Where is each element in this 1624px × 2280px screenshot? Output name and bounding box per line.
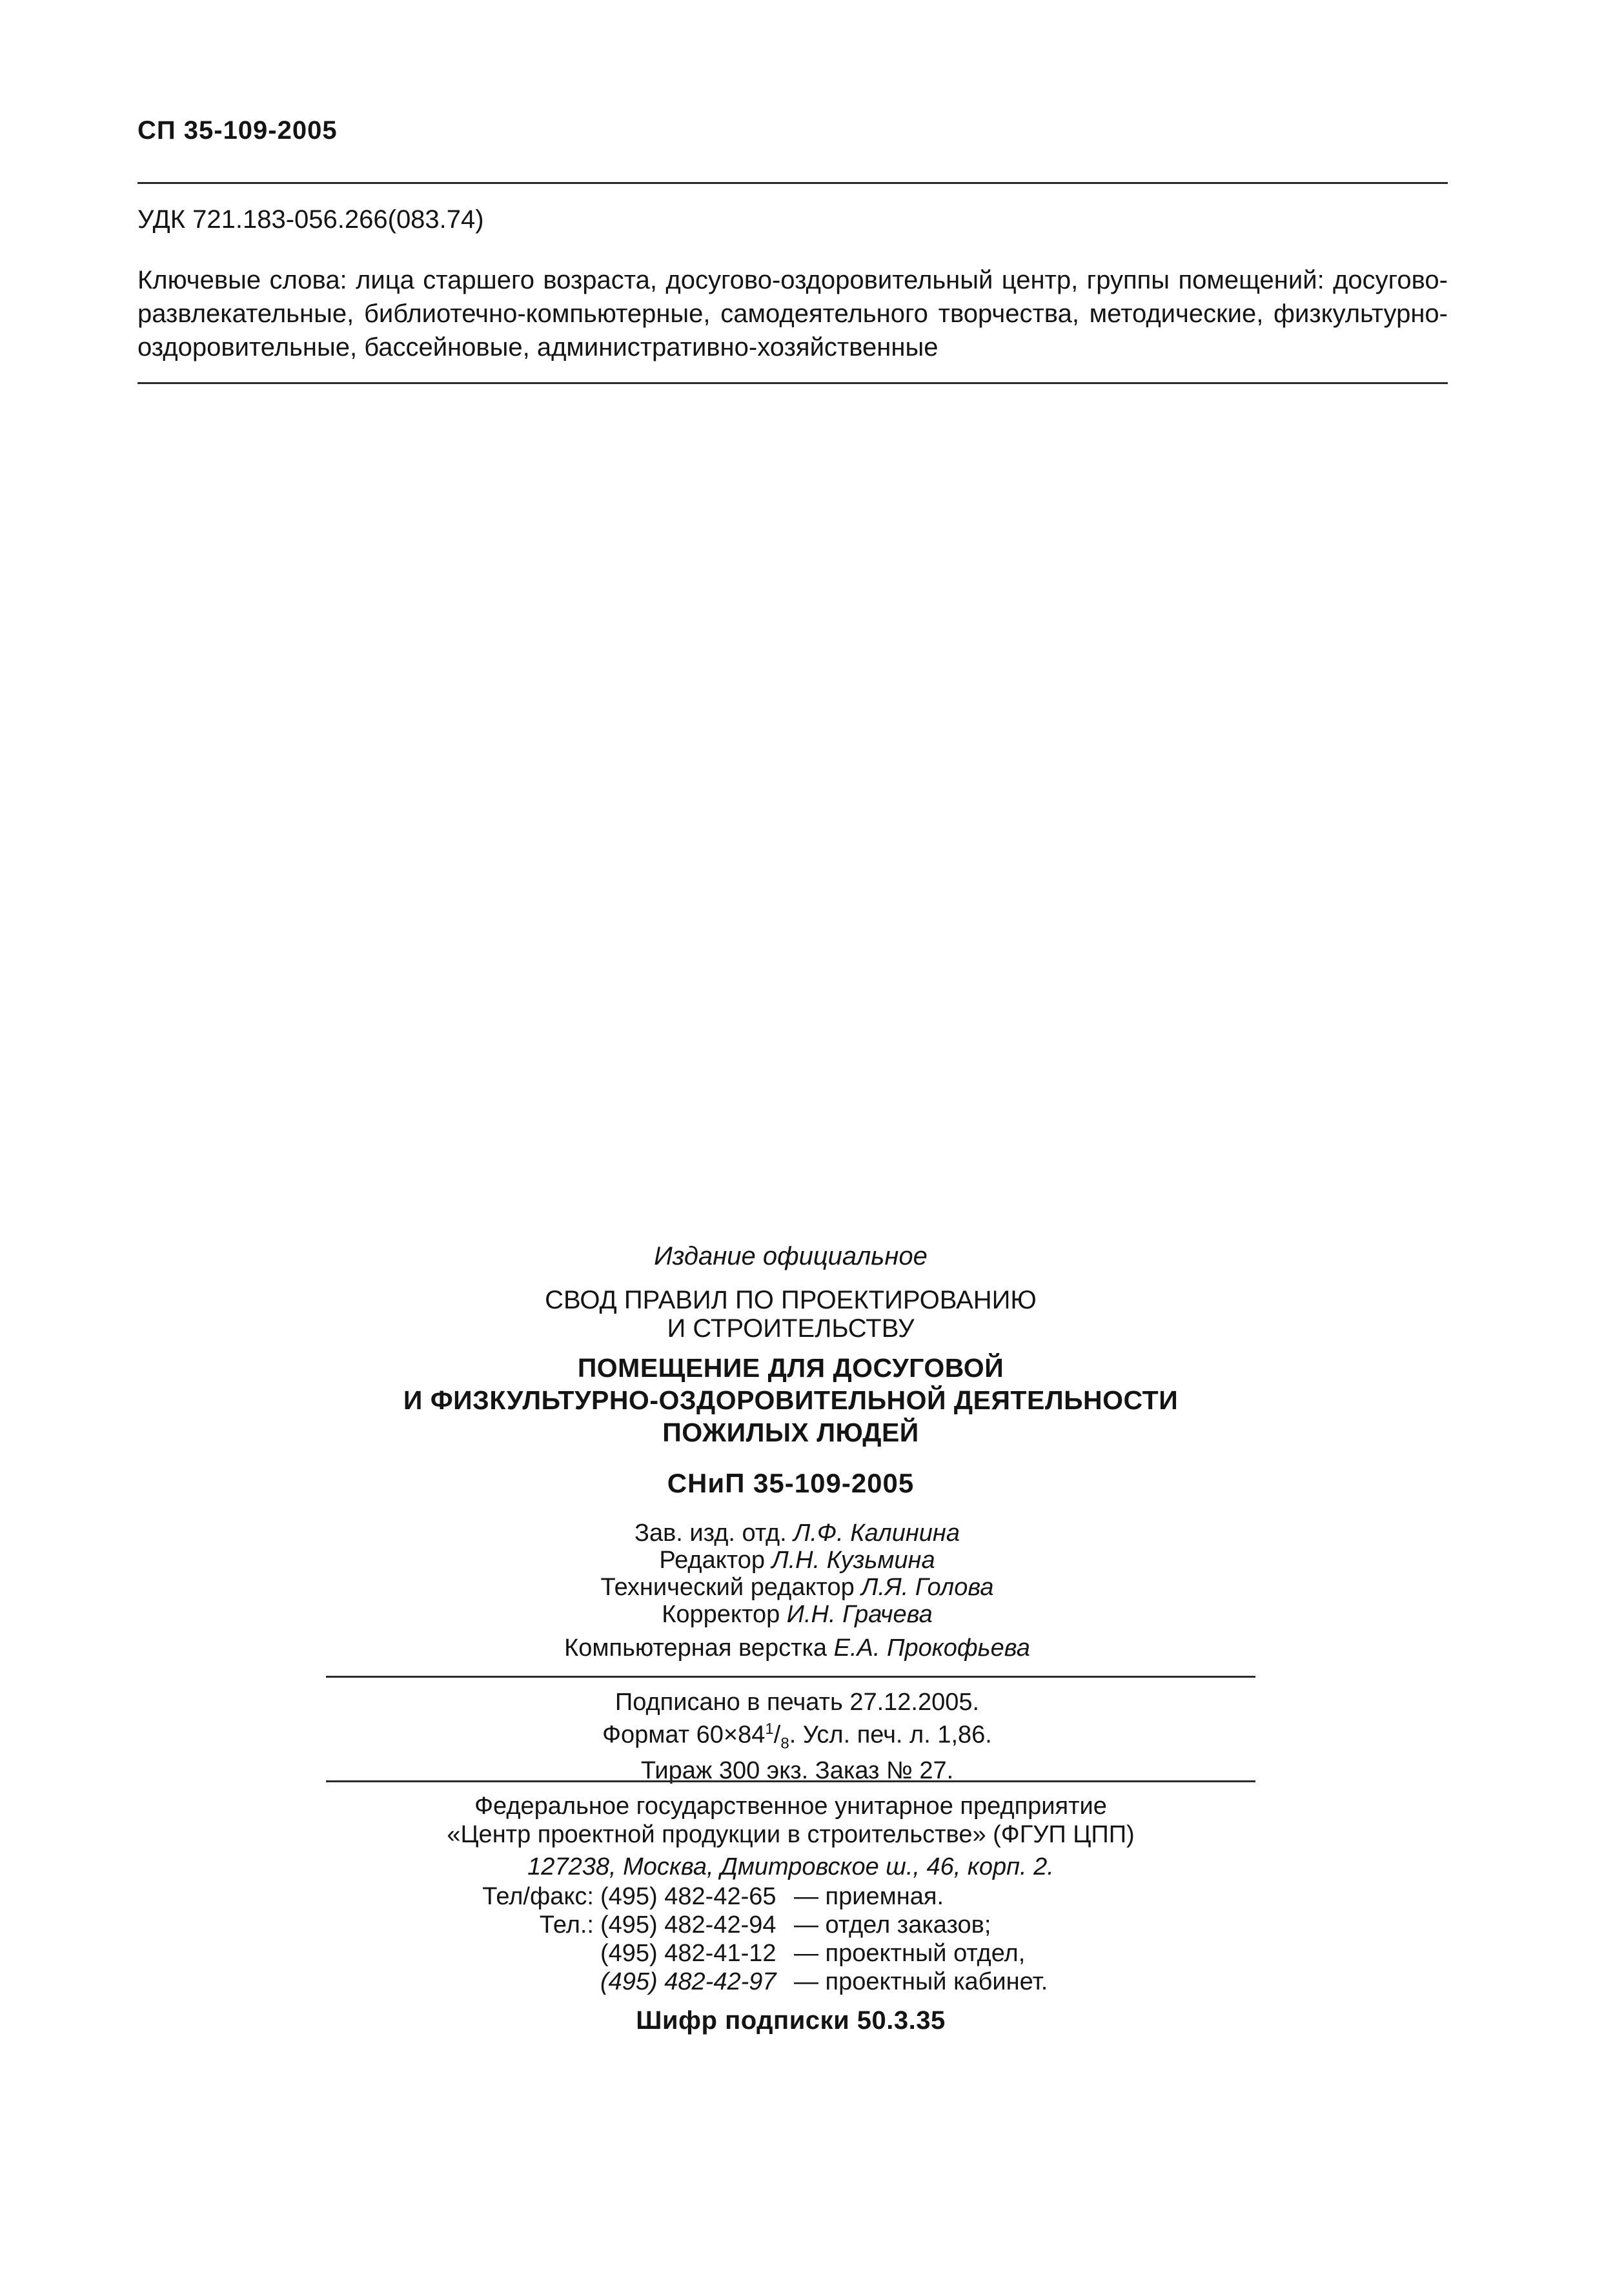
edition-label: Издание официальное bbox=[654, 1242, 928, 1270]
snip-code: СНиП 35-109-2005 bbox=[667, 1468, 915, 1498]
print-format: Формат $60\times 84^1/_8$. Усл. печ. л. 1,86. bbox=[602, 1720, 992, 1753]
phone-list bbox=[452, 1882, 1226, 1996]
phone-row: Тел.: (495) 482-42-94 — отдел заказов; bbox=[539, 1911, 991, 1939]
header-divider bbox=[137, 182, 1448, 184]
series-title bbox=[361, 1286, 1220, 1343]
title-line-2: И ФИЗКУЛЬТУРНО-ОЗДОРОВИТЕЛЬНОЙ ДЕЯТЕЛЬНОСТИ bbox=[403, 1385, 1179, 1415]
staff-row: Корректор И.Н. Грачева bbox=[662, 1601, 933, 1628]
phone-row: Тел/факс: (495) 482-42-65 — приемная. bbox=[482, 1883, 944, 1910]
subscription-code: Шифр подписки 50.3.35 bbox=[636, 2006, 946, 2035]
udk-code: УДК 721.183-056.266(083.74) bbox=[137, 205, 484, 234]
signed-date: Подписано в печать 27.12.2005. bbox=[614, 1689, 980, 1716]
publisher-block bbox=[361, 1792, 1220, 1881]
title-line-1: ПОМЕЩЕНИЕ ДЛЯ ДОСУГОВОЙ bbox=[577, 1353, 1004, 1383]
staff-row: Технический редактор Л.Я. Голова bbox=[600, 1574, 994, 1601]
staff-row: Зав. изд. отд. Л.Ф. Калинина bbox=[634, 1520, 960, 1547]
series-line-1: СВОД ПРАВИЛ ПО ПРОЕКТИРОВАНИЮ bbox=[545, 1286, 1037, 1314]
staff-divider bbox=[326, 1676, 1255, 1678]
print-divider bbox=[326, 1780, 1255, 1782]
document-code-header: СП 35-109-2005 bbox=[137, 116, 338, 145]
title-line-3: ПОЖИЛЫХ ЛЮДЕЙ bbox=[662, 1418, 919, 1447]
phone-row: (495) 482-41-12 — проектный отдел, bbox=[600, 1940, 1026, 1967]
publisher-line-2: «Центр проектной продукции в строительстве» (ФГУП ЦПП) bbox=[447, 1821, 1135, 1848]
staff-row: Редактор Л.Н. Кузьмина bbox=[659, 1547, 935, 1574]
document-title bbox=[361, 1352, 1220, 1449]
keywords-divider bbox=[137, 382, 1448, 384]
publisher-address: 127238, Москва, Дмитровское ш., 46, корп. 2. bbox=[527, 1853, 1054, 1880]
staff-row: Компьютерная верстка Е.А. Прокофьева bbox=[564, 1634, 1030, 1662]
print-info bbox=[529, 1689, 1065, 1784]
staff-list bbox=[503, 1520, 1091, 1662]
keywords-paragraph: Ключевые слова: лица старшего возраста, досугово-оздоровительный центр, группы помещений: досугово-развлекательные, библиотечно-компьютерные, самодеятельного творчества, методические, физкультурно-оздоровительные, бассейновые, административно-хозяйственные bbox=[137, 266, 1448, 361]
phone-row: (495) 482-42-97 — проектный кабинет. bbox=[600, 1968, 1048, 1995]
series-line-2: И СТРОИТЕЛЬСТВУ bbox=[667, 1314, 915, 1343]
print-run: Тираж 300 экз. Заказ № 27. bbox=[640, 1757, 954, 1785]
publisher-line-1: Федеральное государственное унитарное предприятие bbox=[474, 1793, 1107, 1820]
